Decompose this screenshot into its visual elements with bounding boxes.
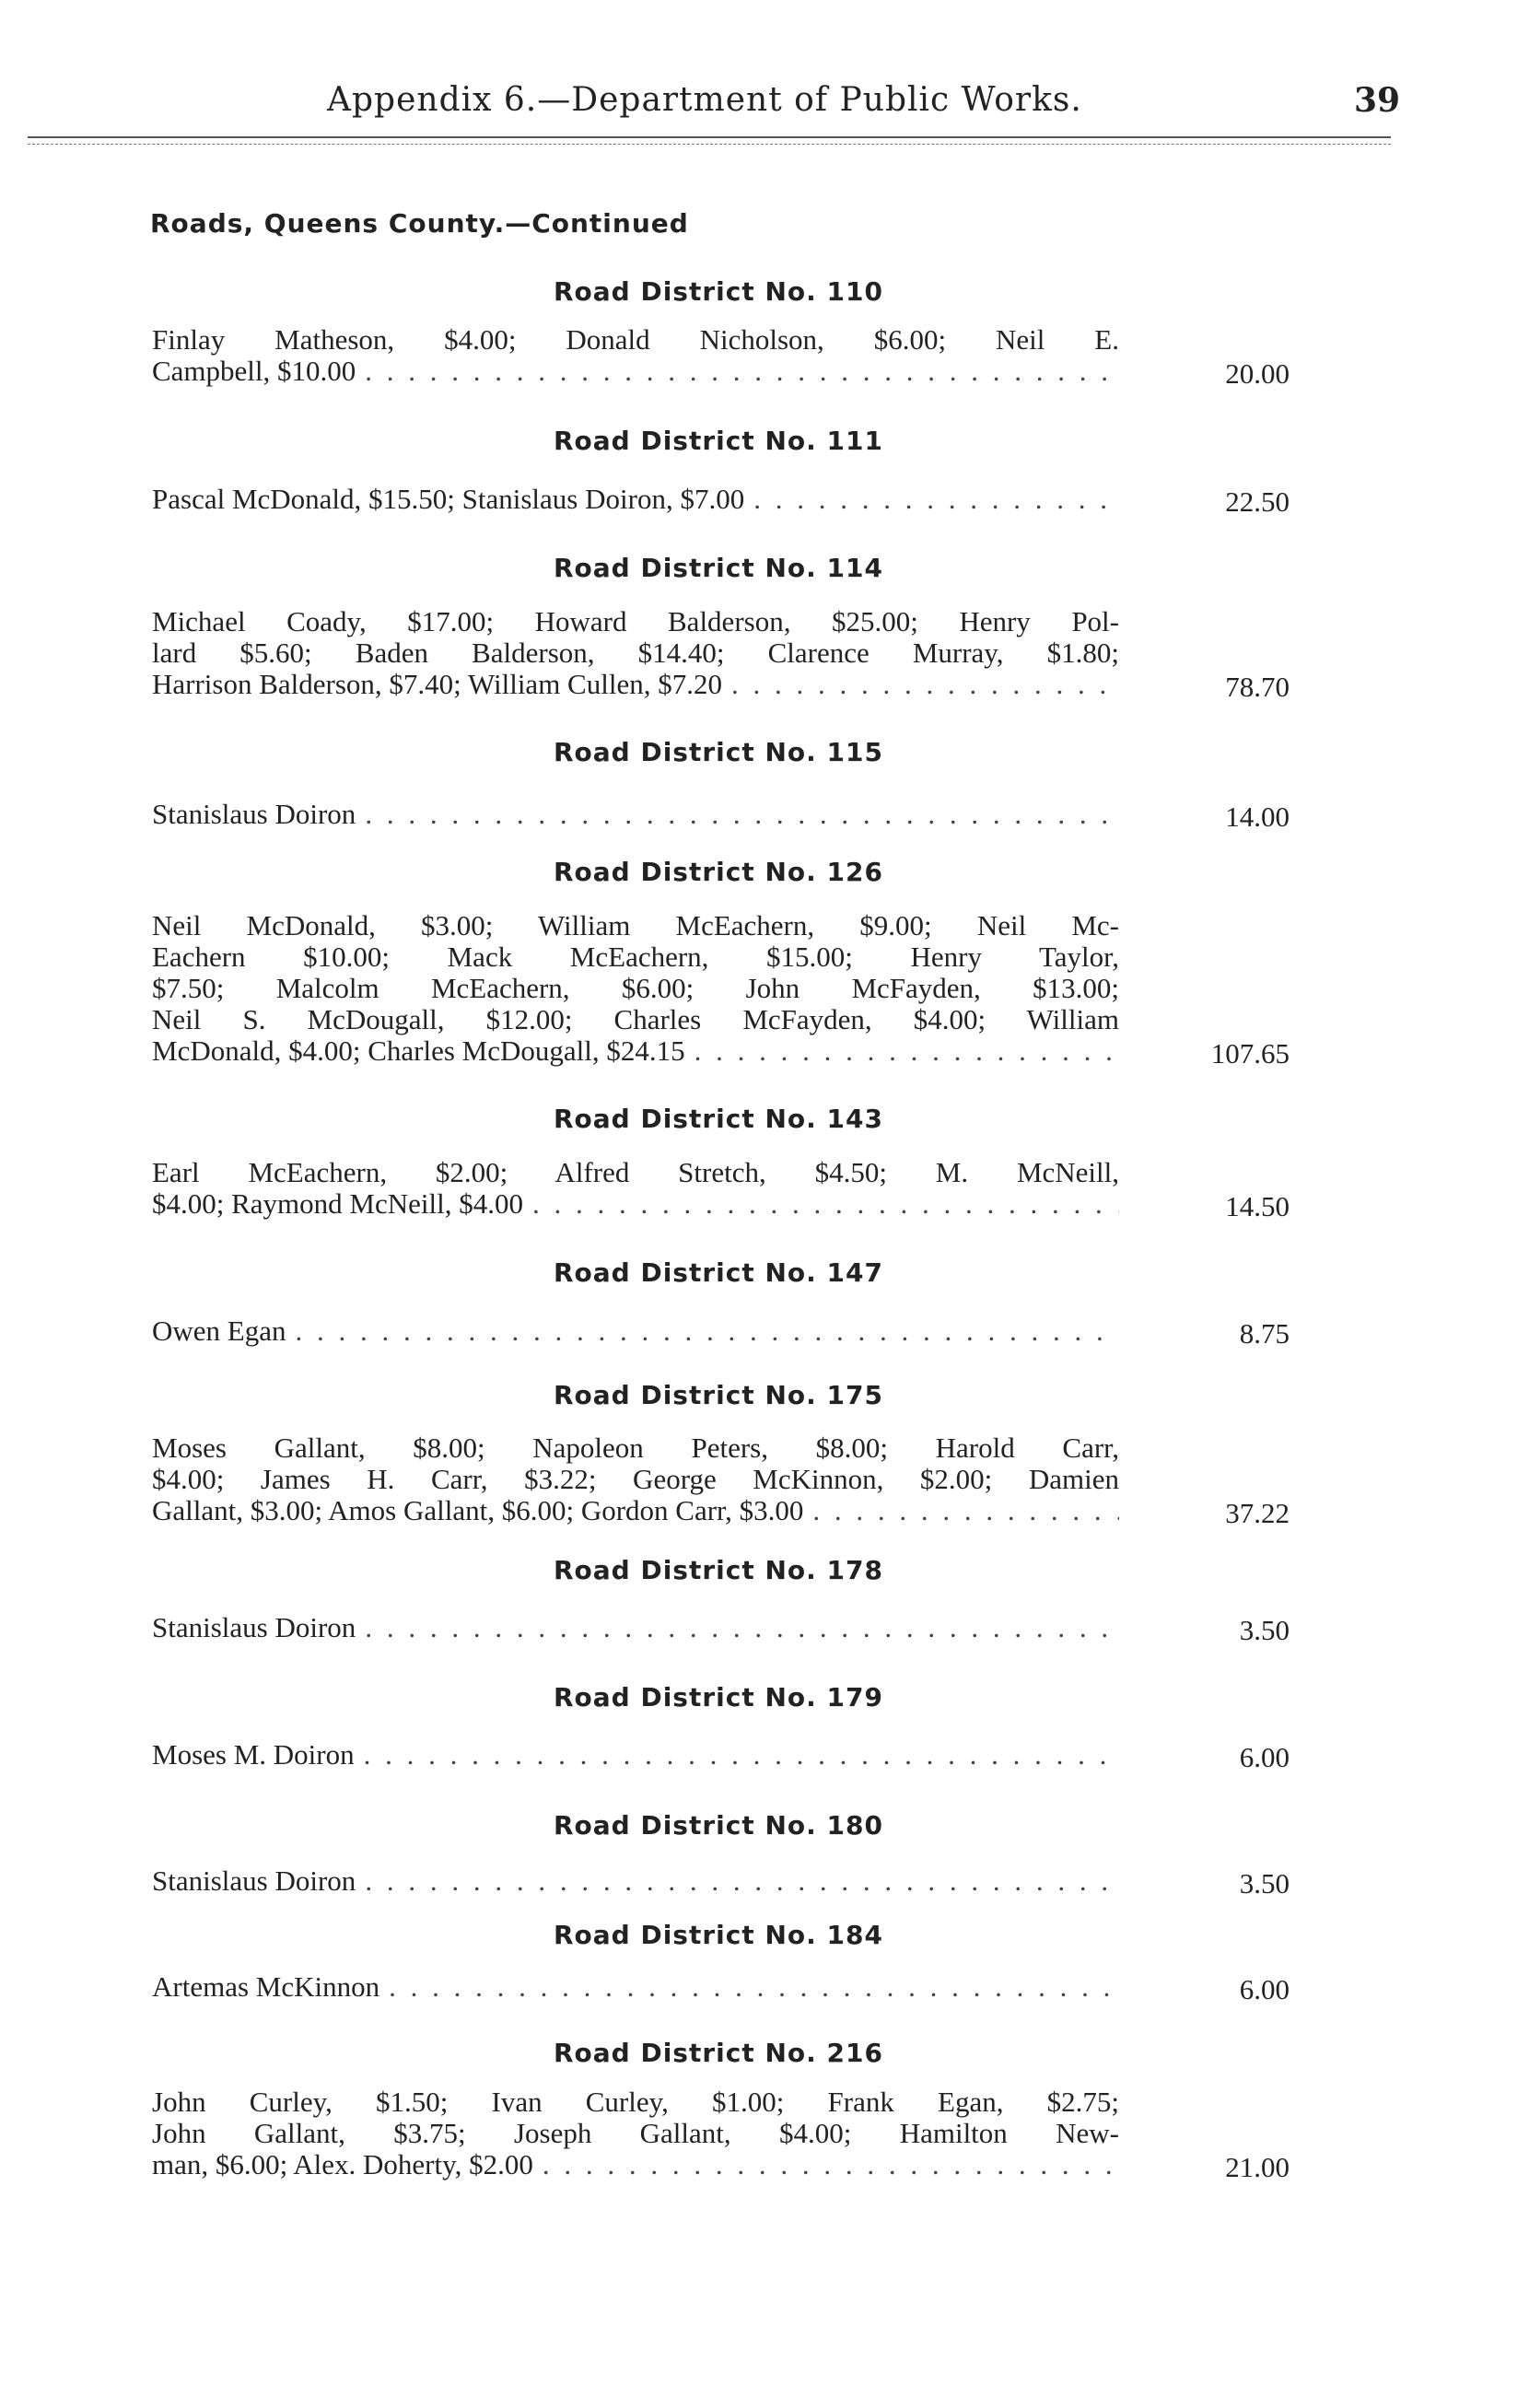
district-heading: Road District No. 178	[553, 1555, 883, 1585]
district-entry	[152, 1971, 1119, 2003]
entry-line: lard $5.60; Baden Balderson, $14.40; Clarence Murray, $1.80;	[152, 637, 1119, 669]
district-amount: 6.00	[1239, 1741, 1290, 1773]
district-amount: 22.50	[1225, 485, 1290, 518]
entry-line	[152, 1612, 1119, 1643]
district-heading: Road District No. 180	[553, 1810, 883, 1841]
entry-line: Earl McEachern, $2.00; Alfred Stretch, $4.50; M. McNeill,	[152, 1156, 1119, 1188]
dot-leader	[295, 1315, 1119, 1347]
district-amount: 107.65	[1210, 1037, 1290, 1070]
header-rule-secondary	[28, 144, 1391, 145]
district-entry	[152, 1315, 1119, 1347]
entry-line	[152, 1495, 1119, 1526]
entry-line: Finlay Matheson, $4.00; Donald Nicholson, $6.00; Neil E.	[152, 323, 1119, 356]
entry-line: Eachern $10.00; Mack McEachern, $15.00; Henry Taylor,	[152, 941, 1119, 973]
entry-line	[152, 669, 1119, 700]
entry-line-text: Artemas McKinnon	[152, 1970, 380, 2003]
entry-line: John Curley, $1.50; Ivan Curley, $1.00; Frank Egan, $2.75;	[152, 2086, 1119, 2118]
entry-line-text: Owen Egan	[152, 1315, 286, 1347]
entry-line	[152, 1971, 1119, 2003]
district-heading: Road District No. 143	[553, 1104, 883, 1134]
entry-line-text: man, $6.00; Alex. Doherty, $2.00	[152, 2148, 533, 2180]
dot-leader	[365, 1612, 1119, 1643]
dot-leader	[365, 1865, 1119, 1897]
entry-line-text: Stanislaus Doiron	[152, 798, 356, 830]
district-heading: Road District No. 110	[553, 276, 883, 307]
entry-line	[152, 1739, 1119, 1771]
district-amount: 6.00	[1239, 1973, 1290, 2005]
entry-line: Michael Coady, $17.00; Howard Balderson, $25.00; Henry Pol-	[152, 605, 1119, 637]
dot-leader	[731, 669, 1119, 700]
dot-leader	[365, 799, 1119, 830]
entry-line: John Gallant, $3.75; Joseph Gallant, $4.00; Hamilton New-	[152, 2117, 1119, 2149]
entry-line	[152, 484, 1119, 515]
entry-line-text: Moses M. Doiron	[152, 1738, 355, 1771]
district-heading: Road District No. 115	[553, 737, 883, 767]
dot-leader	[694, 1035, 1119, 1067]
page-number: 39	[1354, 81, 1401, 120]
section-title: Roads, Queens County.—Continued	[150, 208, 689, 239]
district-heading: Road District No. 114	[553, 553, 883, 583]
district-entry	[152, 484, 1119, 515]
dot-leader	[389, 1971, 1119, 2003]
dot-leader	[812, 1495, 1119, 1526]
district-entry	[152, 324, 1119, 387]
entry-line	[152, 799, 1119, 830]
entry-line: Moses Gallant, $8.00; Napoleon Peters, $8.00; Harold Carr,	[152, 1432, 1119, 1464]
entry-line	[152, 1035, 1119, 1067]
entry-line: $4.00; James H. Carr, $3.22; George McKinnon, $2.00; Damien	[152, 1463, 1119, 1495]
entry-line-text: Stanislaus Doiron	[152, 1611, 356, 1643]
entry-line: Neil S. McDougall, $12.00; Charles McFayden, $4.00; William	[152, 1003, 1119, 1035]
district-amount: 14.50	[1225, 1190, 1290, 1222]
district-amount: 8.75	[1239, 1317, 1290, 1350]
district-heading: Road District No. 179	[553, 1682, 883, 1712]
dot-leader	[364, 1739, 1119, 1771]
district-entry	[152, 1157, 1119, 1220]
district-amount: 3.50	[1239, 1614, 1290, 1646]
entry-line	[152, 356, 1119, 387]
district-entry	[152, 1432, 1119, 1526]
entry-line-text: McDonald, $4.00; Charles McDougall, $24.15	[152, 1035, 685, 1067]
district-amount: 20.00	[1225, 357, 1290, 390]
district-entry	[152, 1739, 1119, 1771]
district-amount: 21.00	[1225, 2151, 1290, 2183]
district-entry	[152, 606, 1119, 700]
entry-line-text: Campbell, $10.00	[152, 355, 356, 387]
running-head: Appendix 6.—Department of Public Works.	[327, 81, 1082, 119]
entry-line	[152, 1188, 1119, 1220]
entry-line	[152, 1315, 1119, 1347]
district-heading: Road District No. 216	[553, 2038, 883, 2068]
header-rule	[28, 136, 1391, 138]
district-entry	[152, 799, 1119, 830]
entry-line	[152, 2149, 1119, 2180]
dot-leader	[543, 2149, 1119, 2180]
district-amount: 14.00	[1225, 801, 1290, 833]
district-heading: Road District No. 126	[553, 857, 883, 887]
district-amount: 3.50	[1239, 1867, 1290, 1900]
district-heading: Road District No. 147	[553, 1257, 883, 1288]
entry-line-text: $4.00; Raymond McNeill, $4.00	[152, 1187, 523, 1220]
district-entry	[152, 910, 1119, 1067]
district-entry	[152, 1865, 1119, 1897]
district-heading: Road District No. 175	[553, 1380, 883, 1410]
district-amount: 37.22	[1225, 1497, 1290, 1529]
entry-line	[152, 1865, 1119, 1897]
entry-line-text: Pascal McDonald, $15.50; Stanislaus Doiron, $7.00	[152, 483, 745, 515]
district-entry	[152, 1612, 1119, 1643]
dot-leader	[365, 356, 1119, 387]
district-heading: Road District No. 184	[553, 1920, 883, 1950]
entry-line-text: Gallant, $3.00; Amos Gallant, $6.00; Gordon Carr, $3.00	[152, 1494, 804, 1526]
district-entry	[152, 2087, 1119, 2180]
dot-leader	[532, 1188, 1119, 1220]
dot-leader	[753, 484, 1119, 515]
entry-line-text: Harrison Balderson, $7.40; William Cullen, $7.20	[152, 668, 722, 700]
entry-line-text: Stanislaus Doiron	[152, 1864, 356, 1897]
entry-line: $7.50; Malcolm McEachern, $6.00; John McFayden, $13.00;	[152, 972, 1119, 1004]
entry-line: Neil McDonald, $3.00; William McEachern, $9.00; Neil Mc-	[152, 909, 1119, 941]
district-amount: 78.70	[1225, 671, 1290, 703]
district-heading: Road District No. 111	[553, 426, 883, 456]
